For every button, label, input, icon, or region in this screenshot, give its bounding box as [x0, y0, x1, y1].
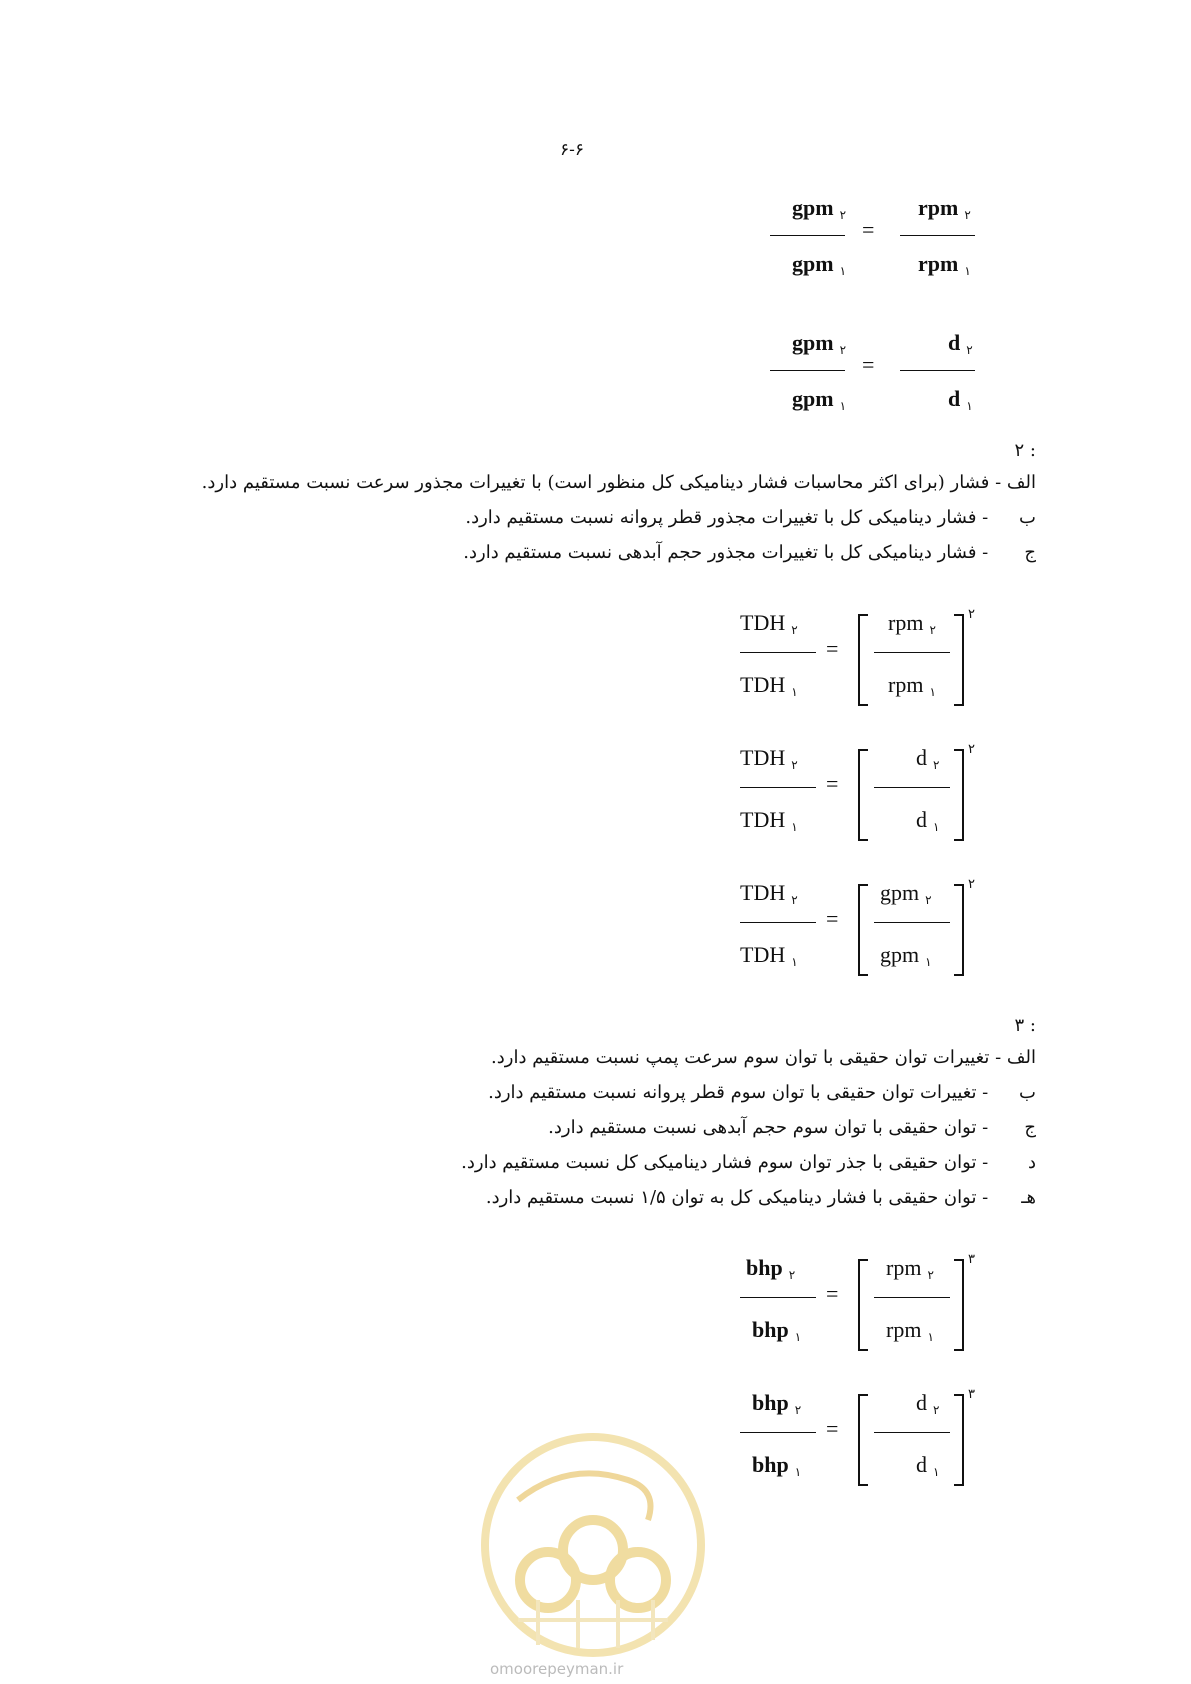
watermark-site: omoorepeyman.ir [490, 1660, 624, 1678]
denominator-right: rpm [918, 251, 959, 276]
fraction-bar [900, 370, 975, 371]
right-bracket [954, 884, 964, 976]
line-label: الف - [995, 472, 1036, 493]
left-bracket [858, 1394, 868, 1486]
exponent: ۲ [968, 876, 975, 891]
line-label: ج [1024, 542, 1036, 563]
right-bracket [954, 614, 964, 706]
exponent: ۲ [968, 741, 975, 756]
line-text: - فشار دینامیکی کل با تغییرات مجذور قطر پروانه نسبت مستقیم دارد. [465, 507, 989, 528]
page-number: ۶-۶ [560, 140, 585, 160]
section2-line-a [202, 472, 1036, 493]
denominator-right: d [948, 386, 961, 411]
section3-line-d: د - توان حقیقی با جذر توان سوم فشار دینامیکی کل نسبت مستقیم دارد. [461, 1152, 1036, 1173]
line-label: ب [1019, 507, 1036, 528]
watermark-logo-icon [478, 1430, 708, 1660]
equals-sign: = [862, 217, 875, 242]
left-bracket [858, 614, 868, 706]
right-bracket [954, 1394, 964, 1486]
numerator-left: gpm [792, 330, 834, 355]
section3-line-c: ج - توان حقیقی با توان سوم حجم آبدهی نسبت مستقیم دارد. [548, 1117, 1036, 1138]
section2-line-c [463, 542, 1036, 563]
right-bracket [954, 749, 964, 841]
fraction-bar [770, 235, 845, 236]
left-bracket [858, 884, 868, 976]
exponent: ۳ [968, 1386, 975, 1401]
left-bracket [858, 749, 868, 841]
section-marker-3: ۳ : [1014, 1015, 1036, 1036]
exponent: ۲ [968, 606, 975, 621]
numerator-left: gpm [792, 195, 834, 220]
denominator-left: gpm [792, 386, 834, 411]
line-text: فشار (برای اکثر محاسبات فشار دینامیکی کل منظور است) با تغییرات مجذور سرعت نسبت مستقیم دارد. [201, 472, 990, 493]
section-marker-2: ۲ : [1014, 440, 1036, 461]
numerator-right: d [948, 330, 961, 355]
numerator-right: rpm [918, 195, 959, 220]
denominator-left: gpm [792, 251, 834, 276]
section3-line-e: هـ - توان حقیقی با فشار دینامیکی کل به توان ۱/۵ نسبت مستقیم دارد. [485, 1187, 1036, 1208]
section3-line-b: ب - تغییرات توان حقیقی با توان سوم قطر پروانه نسبت مستقیم دارد. [488, 1082, 1036, 1103]
line-text: - فشار دینامیکی کل با تغییرات مجذور حجم آبدهی نسبت مستقیم دارد. [463, 542, 989, 563]
fraction-bar [900, 235, 975, 236]
section2-line-b [465, 507, 1036, 528]
right-bracket [954, 1259, 964, 1351]
equals-sign: = [862, 352, 875, 377]
exponent: ۳ [968, 1251, 975, 1266]
section3-line-a: الف - تغییرات توان حقیقی با توان سوم سرعت پمپ نسبت مستقیم دارد. [491, 1047, 1036, 1068]
fraction-bar [770, 370, 845, 371]
left-bracket [858, 1259, 868, 1351]
